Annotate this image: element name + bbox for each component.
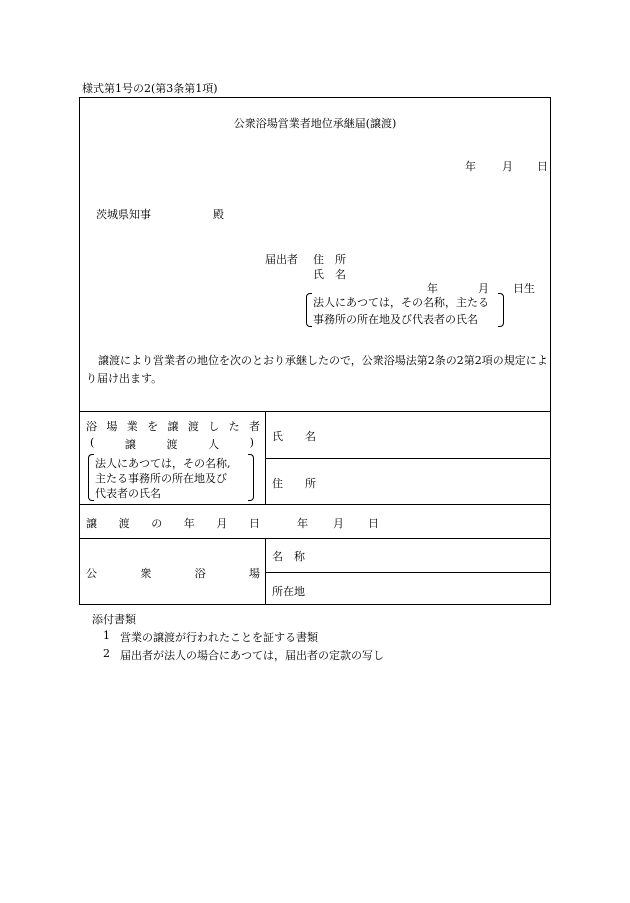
table-bathhouse-divider <box>265 572 551 573</box>
transferor-label: 浴 場 業 を 譲 渡 し た 者 <box>86 420 260 433</box>
applicant-address-label: 住 所 <box>313 253 346 266</box>
attachment-2-text: 届出者が法人の場合にあつては，届出者の定款の写し <box>120 649 384 662</box>
birth-year-label: 年 <box>427 282 438 295</box>
applicant-name-label: 氏 名 <box>313 268 346 281</box>
bathhouse-location-label: 所在地 <box>272 585 305 598</box>
declaration-text: 譲渡により営業者の地位を次のとおり承継したので，公衆浴場法第2条の2第2項の規定により届け出ます。 <box>86 354 548 385</box>
recipient-honorific: 殿 <box>213 208 224 221</box>
table-column-divider-upper <box>265 411 266 504</box>
table-bathhouse-top <box>79 538 551 539</box>
corporate-note-bracket-left <box>306 293 312 327</box>
attachments-title: 添付書類 <box>92 613 136 626</box>
transferor-note-line2: 主たる事務所の所在地及び <box>95 472 227 485</box>
transfer-month-label: 月 <box>333 517 344 530</box>
table-column-divider-lower <box>265 538 266 604</box>
birth-month-label: 月 <box>478 282 489 295</box>
submission-month-label: 月 <box>502 160 513 173</box>
table-transfer-date-top <box>79 504 551 505</box>
transferor-address-label: 住 所 <box>272 477 316 490</box>
transferor-note-line3: 代表者の氏名 <box>95 487 161 500</box>
transferor-note-bracket-right <box>248 454 254 501</box>
birth-day-label: 日生 <box>513 282 535 295</box>
attachment-2-number: 2 <box>103 647 110 660</box>
transfer-year-label: 年 <box>297 517 308 530</box>
corporate-note-bracket-right <box>498 293 504 327</box>
corporate-note-line2: 事務所の所在地及び代表者の氏名 <box>313 313 478 326</box>
form-title: 公衆浴場営業者地位承継届(譲渡) <box>233 117 397 130</box>
submission-year-label: 年 <box>465 160 476 173</box>
table-top-border <box>79 411 551 412</box>
recipient: 茨城県知事 <box>96 208 151 221</box>
transferor-name-label: 氏 名 <box>272 430 316 443</box>
attachment-1-text: 営業の譲渡が行われたことを証する書類 <box>120 631 318 644</box>
transferor-sub-label: ( 譲 渡 人 ) <box>90 436 254 451</box>
attachment-1-number: 1 <box>103 629 110 642</box>
form-number: 様式第1号の2(第3条第1項) <box>82 82 218 95</box>
transferor-note-bracket-left <box>88 454 94 501</box>
corporate-note-line1: 法人にあつては，その名称，主たる <box>313 296 489 309</box>
bathhouse-label: 公 衆 浴 場 <box>86 567 260 580</box>
applicant-label: 届出者 <box>265 253 298 266</box>
bathhouse-name-label: 名 称 <box>272 550 305 563</box>
table-name-address-divider <box>265 458 551 459</box>
transfer-day-label: 日 <box>368 517 379 530</box>
submission-day-label: 日 <box>537 160 548 173</box>
transfer-date-label: 譲 渡 の 年 月 日 <box>86 517 260 530</box>
transferor-note-line1: 法人にあつては，その名称, <box>95 457 231 470</box>
